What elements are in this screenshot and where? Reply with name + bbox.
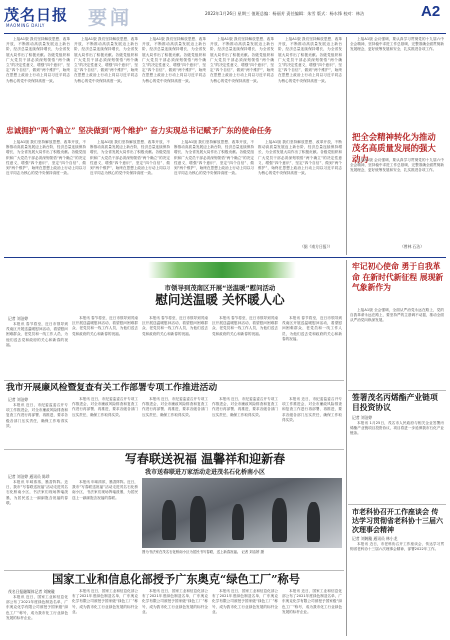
photo-figure — [232, 504, 244, 540]
article-a4-body-col4: 本报讯 近日，市纪委监委召开专项工作推进会，对全市廉政风险排查和复查工作进行再部署、再推进，要求各级各部门压实责任，确保工作取得实效。 — [212, 397, 278, 417]
section-title: 要闻 — [88, 7, 133, 29]
article-a4-body-col1: 本报讯 近日，市纪委监委召开专项工作推进会，对全市廉政风险排查和复查工作进行再部署、再推进，要求各级各部门压实责任，确保工作取得实效。 — [6, 403, 68, 428]
article-a1-body-col2: 上接A1版 我们坚持解放思想、改革开放，不断推动高质量发展迈上新台阶，经济总量连续保持增长，为全省发展大局作出了积极贡献。各级党组织和广大党员干部必须深刻领悟“两个确立”的决定性意义，增强“四个意识”、坚定“四个自信”、做到“两个维护”，始终在思想上政治上行动上同以习近平同志为核心的党中央保持高度一致。 — [74, 37, 138, 83]
article-a3-subhead: 市领导到茂南区开展“送温暖”慰问活动 — [164, 284, 276, 292]
article-a9-body-col1: 本报讯 近日，国家工业和信息化部公布了2021年度绿色制造名单，广东奥克化学有限公司被授予国家级“绿色工厂”称号，成为我市化工行业绿色发展的标杆企业。 — [6, 595, 68, 620]
photo-caption: 图为书法家在茂名石化桥南小区为居民书写春联，送上新春祝福。 记者 刘洁婷 摄 — [142, 550, 264, 554]
article-a1-headline: 忠诚拥护“两个确立” 坚决做到“两个维护” 奋力实现总书记赋予广东的使命任务 — [6, 126, 272, 135]
article-a1-body-col1: 上接A1版 我们坚持解放思想、改革开放，不断推动高质量发展迈上新台阶，经济总量连续保持增长，为全省发展大局作出了积极贡献。各级党组织和广大党员干部必须深刻领悟“两个确立”的决定性意义，增强“四个意识”、坚定“四个自信”、做到“两个维护”，始终在思想上政治上行动上同以习近平同志为核心的党中央保持高度一致。 — [6, 37, 70, 83]
article-a4-body-col2: 本报讯 近日，市纪委监委召开专项工作推进会，对全市廉政风险排查和复查工作进行再部署、再推进，要求各级各部门压实责任，确保工作取得实效。 — [72, 397, 138, 417]
dateline: 2022年1月26日 星期三 值班总编：杨丽芳 责任编辑：朱雪 版式：杨水锋 校对：林洁 — [205, 11, 365, 16]
article-a2-body-top: 上接A1版 会议强调，要认真学习贯彻党的十九届六中全会精神，坚持稳中求进工作总基调，完整准确全面贯彻新发展理念，更好统筹发展和安全，扎实推进各项工作。 — [350, 37, 444, 52]
column-divider — [346, 37, 347, 255]
article-a6-body: 上接A1版 全会强调，全面从严治党永远在路上，党的自我革命永远在路上，要坚持严的主基调不动摇，推动全面从严治党向纵深发展。 — [350, 308, 444, 323]
article-a5-subhead: 我市送春联进万家活动走进茂名石化桥南小区 — [144, 469, 265, 476]
article-a8-byline: 记者 刘婉璇 通讯员 林小龙 — [352, 536, 398, 541]
section-rule — [4, 257, 446, 258]
article-a2-body: 上接A1版 会议强调，要认真学习贯彻党的十九届六中全会精神，坚持稳中求进工作总基调，完整准确全面贯彻新发展理念，更好统筹发展和安全，扎实推进各项工作。 — [350, 158, 444, 173]
article-a3-headline: 慰问送温暖 关怀暖人心 — [155, 292, 285, 307]
article-a7-headline: 签署茂名丙烯酯产业链项目投资协议 — [352, 393, 438, 412]
article-a6-headline: 牢记初心使命 勇于自我革命 在新时代新征程 展现新气象新作为 — [352, 262, 444, 292]
article-a3-body-col2: 本报讯 春节将至，近日市领导到茂南区开展送温暖慰问活动，看望慰问困难群众、老党员和一线工作人员，为他们送去党和政府的关心和新春的祝福。 — [72, 316, 138, 336]
article-a2-byline: （曾林 石洁） — [400, 244, 424, 249]
article-a9-body-col4: 本报讯 近日，国家工业和信息化部公布了2021年度绿色制造名单，广东奥克化学有限公司被授予国家级“绿色工厂”称号，成为我市化工行业绿色发展的标杆企业。 — [212, 589, 278, 614]
photo-figure — [307, 502, 320, 542]
header-rule — [4, 33, 446, 34]
article-a9-body-col5: 本报讯 近日，国家工业和信息化部公布了2021年度绿色制造名单，广东奥克化学有限公司被授予国家级“绿色工厂”称号，成为我市化工行业绿色发展的标杆企业。 — [282, 589, 342, 614]
divider — [4, 380, 344, 381]
article-a5-byline: 记者 刘洁婷 通讯员 陈珍 — [8, 474, 50, 479]
article-a2-headline: 把全会精神转化为推动茂名高质量发展的强大动力 — [352, 132, 436, 164]
article-a4-byline: 记者 刘洁婷 — [8, 397, 29, 402]
article-a1-body-col4: 上接A1版 我们坚持解放思想、改革开放，不断推动高质量发展迈上新台阶，经济总量连续保持增长，为全省发展大局作出了积极贡献。各级党组织和广大党员干部必须深刻领悟“两个确立”的决定性意义，增强“四个意识”、坚定“四个自信”、做到“两个维护”，始终在思想上政治上行动上同以习近平同志为核心的党中央保持高度一致。 — [210, 37, 274, 83]
article-a4-body-col3: 本报讯 近日，市纪委监委召开专项工作推进会，对全市廉政风险排查和复查工作进行再部署、再推进，要求各级各部门压实责任，确保工作取得实效。 — [142, 397, 208, 417]
article-a9-body-col3: 本报讯 近日，国家工业和信息化部公布了2021年度绿色制造名单，广东奥克化学有限公司被授予国家级“绿色工厂”称号，成为我市化工行业绿色发展的标杆企业。 — [142, 589, 208, 614]
article-a1-body-col7: 上接A1版 我们坚持解放思想、改革开放，不断推动高质量发展迈上新台阶，经济总量连续保持增长，为全省发展大局作出了积极贡献。各级党组织和广大党员干部必须深刻领悟“两个确立”的决定性意义，增强“四个意识”、坚定“四个自信”、做到“两个维护”，始终在思想上政治上行动上同以习近平同志为核心的党中央保持高度一致。 — [90, 140, 170, 176]
article-a1-body-col6: 上接A1版 我们坚持解放思想、改革开放，不断推动高质量发展迈上新台阶，经济总量连续保持增长，为全省发展大局作出了积极贡献。各级党组织和广大党员干部必须深刻领悟“两个确立”的决定性意义，增强“四个意识”、坚定“四个自信”、做到“两个维护”，始终在思想上政治上行动上同以习近平同志为核心的党中央保持高度一致。 — [6, 140, 86, 176]
feature-banner — [148, 262, 296, 278]
article-a1-body-col5: 上接A1版 我们坚持解放思想、改革开放，不断推动高质量发展迈上新台阶，经济总量连续保持增长，为全省发展大局作出了积极贡献。各级党组织和广大党员干部必须深刻领悟“两个确立”的决定性意义，增强“四个意识”、坚定“四个自信”、做到“两个维护”，始终在思想上政治上行动上同以习近平同志为核心的党中央保持高度一致。 — [278, 37, 342, 83]
divider — [4, 570, 344, 571]
photo-figure — [272, 498, 287, 542]
article-a7-byline: 记者 刘洁婷 — [352, 415, 373, 420]
article-a5-body-col2: 本报讯 年味浓浓，墨香阵阵。近日，我市“写春联送祝福”活动走进茂名石化桥南小区，书法家们现场挥毫泼墨，为居民送上一副副饱含祝福的春联。 — [72, 480, 138, 500]
photo-calligraphy-event — [142, 478, 342, 548]
article-a5-body-col1: 本报讯 年味浓浓，墨香阵阵。近日，我市“写春联送祝福”活动走进茂名石化桥南小区，书法家们现场挥毫泼墨，为居民送上一副副饱含祝福的春联。 — [6, 480, 68, 505]
photo-figure — [190, 496, 206, 542]
article-a1-body-col3: 上接A1版 我们坚持解放思想、改革开放，不断推动高质量发展迈上新台阶，经济总量连续保持增长，为全省发展大局作出了积极贡献。各级党组织和广大党员干部必须深刻领悟“两个确立”的决定性意义，增强“四个意识”、坚定“四个自信”、做到“两个维护”，始终在思想上政治上行动上同以习近平同志为核心的党中央保持高度一致。 — [142, 37, 206, 83]
photo-figure — [162, 500, 176, 540]
page-number: A2 — [421, 3, 441, 20]
article-a9-byline: 茂名日报融媒体记者 刘婉璇 — [8, 589, 55, 594]
article-a9-body-col2: 本报讯 近日，国家工业和信息化部公布了2021年度绿色制造名单，广东奥克化学有限公司被授予国家级“绿色工厂”称号，成为我市化工行业绿色发展的标杆企业。 — [72, 589, 138, 614]
article-a9-headline: 国家工业和信息化部授予广东奥克“绿色工厂”称号 — [52, 572, 300, 586]
article-a4-headline: 我市开展廉风检暨复查有关工作部署专项工作推进活动 — [6, 383, 218, 393]
divider — [4, 449, 344, 450]
article-a1-body-col9: 上接A1版 我们坚持解放思想、改革开放，不断推动高质量发展迈上新台阶，经济总量连续保持增长，为全省发展大局作出了积极贡献。各级党组织和广大党员干部必须深刻领悟“两个确立”的决定性意义，增强“四个意识”、坚定“四个自信”、做到“两个维护”，始终在思想上政治上行动上同以习近平同志为核心的党中央保持高度一致。 — [258, 140, 342, 176]
paper-name: 茂名日报 — [4, 6, 69, 24]
divider — [348, 390, 446, 391]
article-a5-headline: 写春联送祝福 温馨祥和迎新春 — [124, 452, 286, 466]
article-a3-body-col4: 本报讯 春节将至，近日市领导到茂南区开展送温暖慰问活动，看望慰问困难群众、老党员和一线工作人员，为他们送去党和政府的关心和新春的祝福。 — [212, 316, 278, 336]
paper-name-english: MAOMING DAILY — [6, 23, 45, 28]
article-a8-headline: 市老科协召开工作座谈会 传达学习贯彻省老科协十三届六次理事会精神 — [352, 507, 443, 535]
article-a8-body: 本报讯 近日，市老科协召开工作座谈会，传达学习贯彻省老科协十三届六次理事会精神，部署2022年工作。 — [350, 542, 444, 552]
article-a1-body-col8: 上接A1版 我们坚持解放思想、改革开放，不断推动高质量发展迈上新台阶，经济总量连续保持增长，为全省发展大局作出了积极贡献。各级党组织和广大党员干部必须深刻领悟“两个确立”的决定性意义，增强“四个意识”、坚定“四个自信”、做到“两个维护”，始终在思想上政治上行动上同以习近平同志为核心的党中央保持高度一致。 — [174, 140, 254, 176]
divider — [348, 504, 446, 505]
article-a4-body-col5: 本报讯 近日，市纪委监委召开专项工作推进会，对全市廉政风险排查和复查工作进行再部署、再推进，要求各级各部门压实责任，确保工作取得实效。 — [282, 397, 342, 422]
article-a3-body-col3: 本报讯 春节将至，近日市领导到茂南区开展送温暖慰问活动，看望慰问困难群众、老党员和一线工作人员，为他们送去党和政府的关心和新春的祝福。 — [142, 316, 208, 336]
article-a3-body-col5: 本报讯 春节将至，近日市领导到茂南区开展送温暖慰问活动，看望慰问困难群众、老党员和一线工作人员，为他们送去党和政府的关心和新春的祝福。 — [282, 316, 342, 341]
masthead — [0, 0, 450, 34]
article-a1-byline: （据《南方日报》） — [300, 244, 333, 249]
column-divider — [346, 260, 347, 636]
article-a7-body: 本报讯 1月25日，茂名市人民政府与相关企业签署丙烯酯产业链项目投资协议，项目将进一步延伸我市石化产业链条。 — [350, 421, 444, 436]
article-a3-byline: 记者 刘洁婷 — [8, 316, 29, 321]
article-a3-body-col1: 本报讯 春节将至，近日市领导到茂南区开展送温暖慰问活动，看望慰问困难群众、老党员和一线工作人员，为他们送去党和政府的关心和新春的祝福。 — [6, 322, 68, 347]
banner-background — [148, 262, 296, 278]
